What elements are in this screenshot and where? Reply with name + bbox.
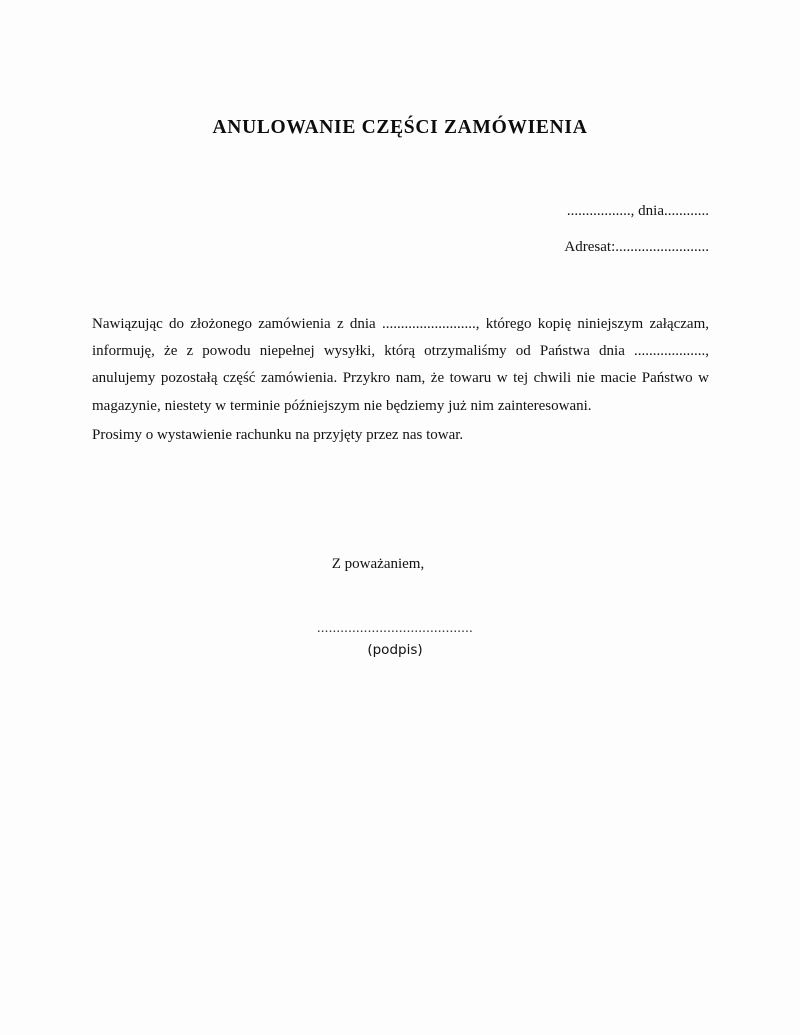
body-paragraph: Nawiązując do złożonego zamówienia z dnia ........................., którego kopię niniejszym załączam, informuję, że z powodu niepełnej wysyłki, którą otrzymaliśmy od Państwa dnia ..................., anulujemy pozostałą część zamówienia. Przykro nam, że towaru w tej chwili nie macie Państwo w magazynie, niestety w terminie późniejszym nie będziemy już nim zainteresowani. — [92, 316, 709, 414]
date-line: ................., dnia............ — [566, 203, 709, 219]
page-title: ANULOWANIE CZĘŚCI ZAMÓWIENIA — [212, 117, 588, 139]
closing-salutation: Z poważaniem, — [331, 556, 425, 572]
signature-block — [0, 622, 800, 658]
letter-meta-block — [92, 200, 709, 260]
signature-caption: (podpis) — [367, 642, 423, 658]
letter-body — [92, 311, 709, 449]
closing-request-line: Prosimy o wystawienie rachunku na przyjęty przez nas towar. — [92, 426, 464, 443]
closing-block — [0, 556, 800, 573]
recipient-line: Adresat:......................... — [564, 239, 709, 256]
signature-line: ........................................ — [317, 621, 473, 636]
